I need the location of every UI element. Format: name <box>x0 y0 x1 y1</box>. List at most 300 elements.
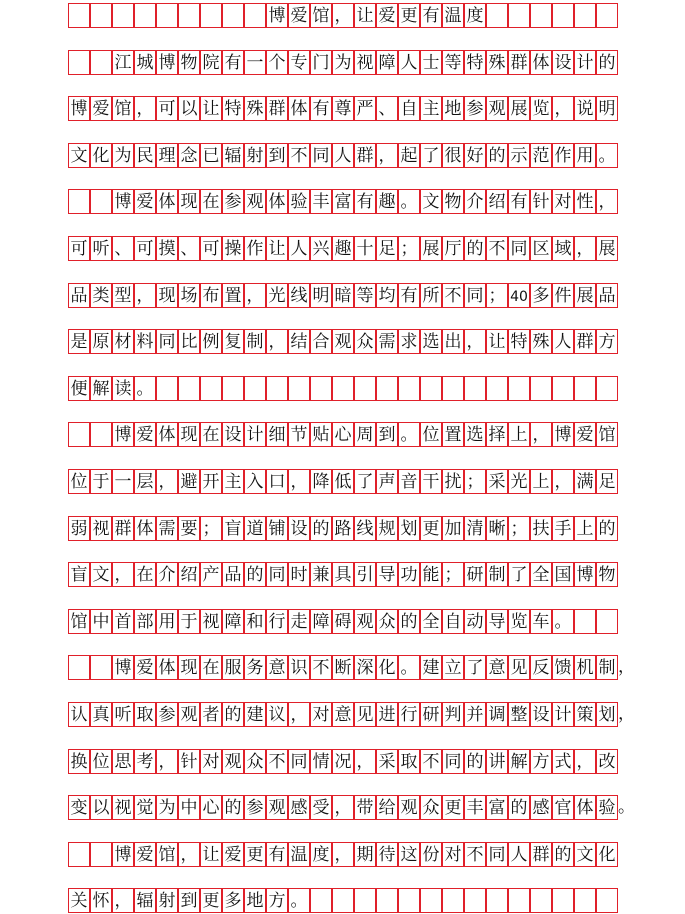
grid-cell <box>464 702 486 727</box>
cell-character: ， <box>114 891 132 912</box>
grid-cell <box>508 3 530 28</box>
grid-cell <box>222 562 244 587</box>
cell-character: 类 <box>92 285 110 306</box>
cell-character: 国 <box>554 565 572 586</box>
grid-cell <box>552 609 574 634</box>
grid-cell <box>112 376 134 401</box>
grid-cell <box>464 655 486 680</box>
cell-character: ， <box>180 844 198 865</box>
grid-cell <box>288 376 310 401</box>
grid-cell <box>552 562 574 587</box>
cell-character: 特 <box>466 52 484 73</box>
grid-cell <box>244 96 266 121</box>
cell-character: 更 <box>246 844 264 865</box>
grid-cell <box>486 888 508 913</box>
cell-character: ， <box>334 844 352 865</box>
cell-character: 低 <box>334 472 352 492</box>
grid-cell <box>508 50 530 75</box>
cell-character: 个 <box>268 52 286 73</box>
cell-character: 体 <box>268 192 286 213</box>
cell-character: 更 <box>202 891 220 912</box>
cell-character: 行 <box>400 705 418 725</box>
grid-cell <box>398 655 420 680</box>
cell-character: 操 <box>224 239 242 259</box>
cell-character: 扰 <box>444 472 462 492</box>
grid-cell <box>354 50 376 75</box>
grid-cell <box>376 702 398 727</box>
grid-cell <box>288 702 310 727</box>
grid-cell <box>68 329 90 354</box>
cell-character: 动 <box>466 611 484 632</box>
grid-cell <box>266 236 288 261</box>
cell-character: 贴 <box>312 425 330 446</box>
grid-cell <box>178 888 200 913</box>
cell-character: 车 <box>532 611 550 632</box>
grid-cell <box>574 562 596 587</box>
grid-cell <box>596 236 618 261</box>
cell-character: 用 <box>576 145 594 166</box>
cell-character: 布 <box>202 285 220 306</box>
cell-character: 所 <box>422 285 440 306</box>
cell-character: 温 <box>444 6 462 26</box>
cell-character: 体 <box>532 52 550 73</box>
cell-character: 度 <box>466 6 484 26</box>
grid-cell <box>420 329 442 354</box>
cell-character: ， <box>158 751 176 772</box>
grid-cell <box>354 795 376 820</box>
cell-character: 明 <box>312 285 330 306</box>
cell-character: 多 <box>224 891 242 912</box>
cell-character: 采 <box>378 751 396 772</box>
grid-cell <box>486 795 508 820</box>
cell-character: 不 <box>488 239 506 259</box>
grid-cell <box>178 236 200 261</box>
grid-cell <box>156 702 178 727</box>
grid-cell <box>398 888 420 913</box>
grid-cell <box>332 562 354 587</box>
cell-character: 策 <box>576 705 594 725</box>
cell-character: 是 <box>70 332 88 353</box>
grid-cell <box>596 189 618 214</box>
grid-cell <box>574 516 596 541</box>
cell-character: 设 <box>224 425 242 446</box>
grid-cell <box>376 422 398 447</box>
grid-cell <box>288 422 310 447</box>
grid-cell <box>222 143 244 168</box>
grid-cell <box>530 3 552 28</box>
cell-character: 位 <box>92 751 110 772</box>
cell-character: 均 <box>378 285 396 306</box>
cell-character: 怀 <box>92 891 110 912</box>
grid-cell <box>530 50 552 75</box>
grid-cell <box>508 469 530 494</box>
grid-cell <box>508 888 530 913</box>
grid-cell <box>156 50 178 75</box>
grid-cell <box>68 3 90 28</box>
grid-cell <box>398 749 420 774</box>
grid-row <box>68 143 618 168</box>
cell-character: ， <box>290 705 308 725</box>
grid-cell <box>596 469 618 494</box>
grid-cell <box>266 189 288 214</box>
grid-cell <box>112 749 134 774</box>
cell-character: 置 <box>224 285 242 306</box>
grid-cell <box>134 749 156 774</box>
cell-character: 辐 <box>224 145 242 166</box>
grid-cell <box>398 842 420 867</box>
grid-cell <box>442 516 464 541</box>
grid-row <box>68 609 618 634</box>
cell-character: 计 <box>554 705 572 725</box>
cell-character: 介 <box>158 565 176 586</box>
cell-character: 视 <box>114 798 132 819</box>
grid-cell <box>90 609 112 634</box>
grid-cell <box>420 795 442 820</box>
cell-character: 同 <box>312 145 330 166</box>
grid-cell <box>354 329 376 354</box>
grid-cell <box>486 50 508 75</box>
cell-character: 反 <box>532 658 550 679</box>
cell-character: 整 <box>510 705 528 725</box>
cell-character: 文 <box>92 565 110 586</box>
cell-character: 体 <box>290 99 308 120</box>
cell-character: 碍 <box>334 611 352 632</box>
cell-character: 选 <box>422 332 440 353</box>
grid-cell <box>68 702 90 727</box>
grid-cell <box>156 189 178 214</box>
grid-cell <box>530 96 552 121</box>
grid-cell <box>310 888 332 913</box>
grid-cell <box>266 422 288 447</box>
cell-character: ， <box>136 99 154 120</box>
grid-cell <box>354 236 376 261</box>
grid-cell <box>596 283 618 308</box>
grid-cell <box>156 655 178 680</box>
cell-character: 有 <box>356 192 374 213</box>
grid-cell <box>442 143 464 168</box>
grid-cell <box>156 236 178 261</box>
grid-cell <box>134 655 156 680</box>
cell-character: 的 <box>510 798 528 819</box>
grid-cell <box>134 3 156 28</box>
grid-cell <box>420 50 442 75</box>
grid-cell <box>574 888 596 913</box>
grid-cell <box>112 609 134 634</box>
grid-cell <box>354 702 376 727</box>
grid-cell <box>464 842 486 867</box>
grid-cell <box>376 236 398 261</box>
cell-character: 周 <box>356 425 374 446</box>
cell-character: 体 <box>158 192 176 213</box>
grid-cell <box>156 888 178 913</box>
grid-row <box>68 329 618 354</box>
cell-character: 对 <box>202 751 220 772</box>
cell-character: 现 <box>180 425 198 446</box>
grid-cell <box>68 236 90 261</box>
cell-character: 计 <box>246 425 264 446</box>
cell-character: 群 <box>532 844 550 865</box>
cell-character: 为 <box>114 145 132 166</box>
grid-cell <box>332 795 354 820</box>
grid-cell <box>508 283 530 308</box>
cell-character: 划 <box>400 518 418 539</box>
grid-cell <box>178 516 200 541</box>
cell-character: 主 <box>422 99 440 120</box>
grid-cell <box>508 189 530 214</box>
grid-row <box>68 50 618 75</box>
cell-character: 性 <box>576 192 594 213</box>
cell-character: 让 <box>268 239 286 259</box>
cell-character: 博 <box>114 192 132 213</box>
cell-character: 作 <box>554 145 572 166</box>
grid-cell <box>288 562 310 587</box>
cell-character: 者 <box>202 705 220 725</box>
grid-cell <box>486 702 508 727</box>
grid-cell <box>266 329 288 354</box>
cell-character: 件 <box>554 285 572 306</box>
cell-character: 博 <box>114 425 132 446</box>
cell-character: 一 <box>114 472 132 492</box>
cell-character: 览 <box>510 611 528 632</box>
cell-character: 体 <box>158 658 176 679</box>
cell-character: ， <box>356 751 374 772</box>
grid-cell <box>530 236 552 261</box>
cell-character: 博 <box>158 52 176 73</box>
cell-character: 很 <box>444 145 462 166</box>
grid-cell <box>442 609 464 634</box>
cell-character: ， <box>158 472 176 492</box>
cell-character: 声 <box>378 472 396 492</box>
grid-cell <box>354 422 376 447</box>
grid-cell <box>354 655 376 680</box>
grid-cell <box>112 842 134 867</box>
cell-character: 合 <box>312 332 330 353</box>
grid-cell <box>332 236 354 261</box>
grid-cell <box>266 516 288 541</box>
cell-character: 文 <box>70 145 88 166</box>
grid-cell <box>244 609 266 634</box>
grid-cell <box>574 50 596 75</box>
cell-character: 服 <box>224 658 242 679</box>
cell-character: 不 <box>444 285 462 306</box>
grid-cell <box>156 469 178 494</box>
grid-cell <box>464 96 486 121</box>
cell-character: 关 <box>70 891 88 912</box>
grid-cell <box>332 655 354 680</box>
grid-cell <box>288 842 310 867</box>
cell-character: 有 <box>312 99 330 120</box>
cell-character: 时 <box>290 565 308 586</box>
grid-cell <box>266 376 288 401</box>
grid-cell <box>310 562 332 587</box>
grid-cell <box>310 50 332 75</box>
cell-character: 全 <box>422 611 440 632</box>
cell-character: 设 <box>290 518 308 539</box>
grid-cell <box>354 562 376 587</box>
grid-cell <box>552 3 574 28</box>
grid-row <box>68 516 618 541</box>
grid-cell <box>200 795 222 820</box>
grid-cell <box>354 96 376 121</box>
cell-character: 方 <box>598 332 616 353</box>
grid-cell <box>420 842 442 867</box>
cell-character: 展 <box>576 285 594 306</box>
cell-character: 等 <box>356 285 374 306</box>
cell-character: 弱 <box>70 518 88 539</box>
cell-character: 严 <box>356 99 374 120</box>
grid-cell <box>310 609 332 634</box>
grid-cell <box>310 376 332 401</box>
cell-character: 进 <box>378 705 396 725</box>
grid-cell <box>156 516 178 541</box>
grid-cell <box>530 516 552 541</box>
cell-character: 观 <box>246 192 264 213</box>
grid-cell <box>266 143 288 168</box>
grid-cell <box>574 376 596 401</box>
cell-character: 专 <box>290 52 308 73</box>
cell-character: 上 <box>532 472 550 492</box>
grid-cell <box>574 702 596 727</box>
cell-character: 上 <box>510 425 528 446</box>
grid-cell <box>376 50 398 75</box>
cell-character: 对 <box>312 705 330 725</box>
grid-cell <box>530 283 552 308</box>
grid-cell <box>552 143 574 168</box>
cell-character: 功 <box>400 565 418 586</box>
cell-character: 同 <box>510 239 528 259</box>
cell-character: 可 <box>136 239 154 259</box>
grid-cell <box>200 609 222 634</box>
cell-character: 障 <box>312 611 330 632</box>
cell-character: 份 <box>422 844 440 865</box>
cell-character: 参 <box>246 798 264 819</box>
cell-character: 兴 <box>312 239 330 259</box>
grid-cell <box>266 3 288 28</box>
grid-cell <box>156 749 178 774</box>
cell-character: 制 <box>598 658 616 679</box>
cell-character: 机 <box>576 658 594 679</box>
grid-cell <box>574 189 596 214</box>
grid-cell <box>266 795 288 820</box>
cell-character: 研 <box>466 565 484 586</box>
cell-character: 光 <box>510 472 528 492</box>
cell-character: ， <box>576 239 594 259</box>
cell-character: 上 <box>576 518 594 539</box>
cell-character: 识 <box>290 658 308 679</box>
grid-cell <box>486 283 508 308</box>
grid-cell <box>442 469 464 494</box>
cell-character: 建 <box>246 705 264 725</box>
cell-character: ， <box>136 285 154 306</box>
cell-character: 地 <box>444 99 462 120</box>
grid-cell <box>288 329 310 354</box>
grid-cell <box>112 283 134 308</box>
grid-cell <box>200 189 222 214</box>
cell-character: 多 <box>532 285 550 306</box>
cell-character: 群 <box>356 145 374 166</box>
grid-cell <box>398 795 420 820</box>
cell-character: ； <box>510 518 528 539</box>
grid-cell <box>222 795 244 820</box>
cell-character: 的 <box>400 611 418 632</box>
grid-cell <box>134 96 156 121</box>
grid-cell <box>376 329 398 354</box>
grid-cell <box>486 236 508 261</box>
cell-character: 取 <box>400 751 418 772</box>
grid-cell <box>552 702 574 727</box>
grid-cell <box>222 655 244 680</box>
cell-character: 务 <box>246 658 264 679</box>
cell-character: 让 <box>202 844 220 865</box>
cell-character: 。 <box>400 658 418 679</box>
grid-cell <box>134 609 156 634</box>
grid-cell <box>332 469 354 494</box>
grid-cell <box>574 749 596 774</box>
grid-cell <box>332 749 354 774</box>
cell-character: 有 <box>422 6 440 26</box>
grid-cell <box>508 749 530 774</box>
grid-cell <box>420 888 442 913</box>
grid-cell <box>420 376 442 401</box>
grid-cell <box>596 143 618 168</box>
cell-character: 比 <box>180 332 198 353</box>
cell-character: 让 <box>202 99 220 120</box>
grid-cell <box>178 795 200 820</box>
cell-character: 议 <box>268 705 286 725</box>
grid-cell <box>200 376 222 401</box>
cell-character: 听 <box>114 705 132 725</box>
grid-cell <box>354 189 376 214</box>
cell-character: 化 <box>92 145 110 166</box>
cell-character: 人 <box>554 332 572 353</box>
grid-cell <box>464 422 486 447</box>
grid-row <box>68 96 618 121</box>
cell-character: 官 <box>554 798 572 819</box>
cell-character: 有 <box>400 285 418 306</box>
grid-cell <box>310 749 332 774</box>
cell-character: ， <box>554 472 572 492</box>
cell-character: 观 <box>400 798 418 819</box>
grid-cell <box>442 376 464 401</box>
grid-cell <box>222 516 244 541</box>
grid-cell <box>90 562 112 587</box>
grid-cell <box>90 469 112 494</box>
overflow-punctuation: 。 <box>618 797 635 818</box>
grid-cell <box>266 50 288 75</box>
cell-character: 位 <box>70 472 88 492</box>
grid-cell <box>420 422 442 447</box>
grid-cell <box>552 655 574 680</box>
cell-character: 爱 <box>290 6 308 26</box>
grid-cell <box>134 469 156 494</box>
cell-character: 的 <box>312 518 330 539</box>
cell-character: 在 <box>202 425 220 446</box>
cell-character: 规 <box>378 518 396 539</box>
grid-cell <box>508 562 530 587</box>
grid-cell <box>178 283 200 308</box>
grid-cell <box>112 189 134 214</box>
cell-character: 丰 <box>466 798 484 819</box>
cell-character: 道 <box>246 518 264 539</box>
grid-cell <box>398 329 420 354</box>
grid-cell <box>68 795 90 820</box>
cell-character: 感 <box>290 798 308 819</box>
grid-cell <box>530 376 552 401</box>
cell-character: 群 <box>510 52 528 73</box>
grid-cell <box>90 422 112 447</box>
cell-character: 线 <box>290 285 308 306</box>
cell-character: 城 <box>136 52 154 73</box>
